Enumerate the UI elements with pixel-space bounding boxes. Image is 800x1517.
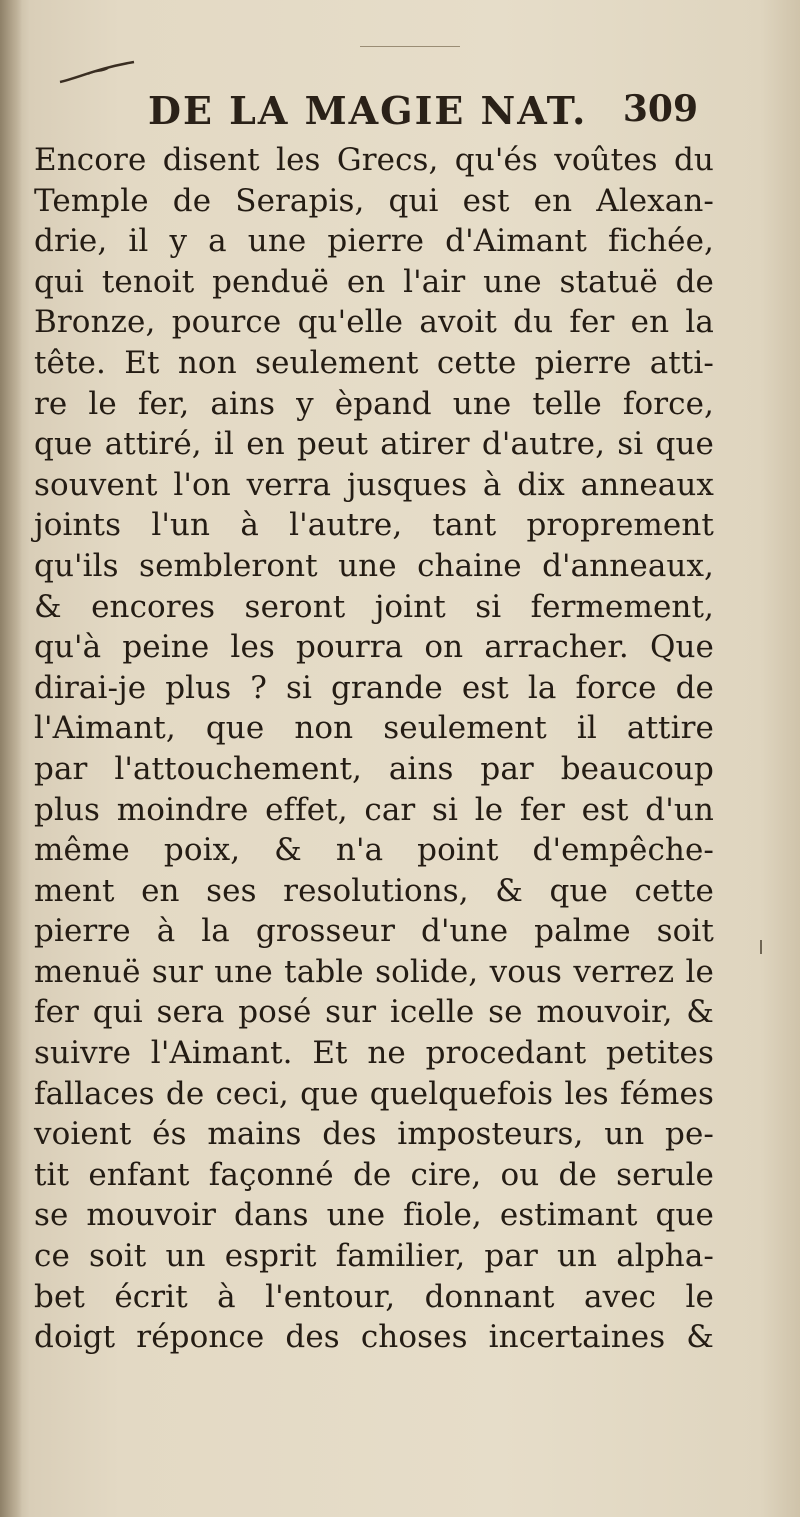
text-line: Temple de Serapis, qui est en Alexan- — [34, 182, 714, 219]
text-line: fallaces de ceci, que quelquefois les fémes — [34, 1075, 714, 1112]
text-line: doigt réponce des choses incertaines & — [34, 1319, 714, 1356]
top-rule — [360, 46, 460, 47]
running-title: DE LA MAGIE NAT. — [148, 88, 588, 133]
text-line: se mouvoir dans une fiole, estimant que — [34, 1197, 714, 1234]
text-line: dirai-je plus ? si grande est la force de — [34, 669, 714, 706]
text-line: qu'ils sembleront une chaine d'anneaux, — [34, 547, 714, 584]
text-line: & encores seront joint si fermement, — [34, 588, 714, 625]
text-line: plus moindre effet, car si le fer est d'un — [34, 791, 714, 828]
margin-ink-mark — [760, 940, 762, 954]
text-line: pierre à la grosseur d'une palme soit — [34, 913, 714, 950]
text-line: qu'à peine les pourra on arracher. Que — [34, 629, 714, 666]
text-line: Encore disent les Grecs, qu'és voûtes du — [34, 142, 714, 178]
text-line: re le fer, ains y èpand une telle force, — [34, 385, 714, 422]
text-line: bet écrit à l'entour, donnant avec le — [34, 1278, 714, 1315]
text-line: souvent l'on verra jusques à dix anneaux — [34, 466, 714, 503]
text-line: ce soit un esprit familier, par un alpha- — [34, 1238, 714, 1275]
text-line: fer qui sera posé sur icelle se mouvoir, & — [34, 994, 714, 1031]
text-line: tête. Et non seulement cette pierre atti- — [34, 344, 714, 381]
text-line: menuë sur une table solide, vous verrez le — [34, 953, 714, 990]
page-number: 309 — [622, 88, 698, 130]
text-line: voient és mains des imposteurs, un pe- — [34, 1116, 714, 1153]
text-line: qui tenoit penduë en l'air une statuë de — [34, 263, 714, 300]
text-line: même poix, & n'a point d'empêche- — [34, 832, 714, 869]
text-line: suivre l'Aimant. Et ne procedant petites — [34, 1035, 714, 1072]
text-line: tit enfant façonné de cire, ou de serule — [34, 1156, 714, 1193]
page-gutter-shadow — [0, 0, 22, 1517]
printers-flourish-ornament — [58, 58, 138, 88]
text-line: que attiré, il en peut atirer d'autre, si que — [34, 426, 714, 463]
body-text — [34, 140, 714, 1358]
text-line: Bronze, pource qu'elle avoit du fer en la — [34, 304, 714, 341]
text-line: drie, il y a une pierre d'Aimant fichée, — [34, 223, 714, 260]
text-line: l'Aimant, que non seulement il attire — [34, 710, 714, 747]
text-line: joints l'un à l'autre, tant proprement — [34, 507, 714, 544]
text-line: par l'attouchement, ains par beaucoup — [34, 750, 714, 787]
text-line: ment en ses resolutions, & que cette — [34, 872, 714, 909]
page-header — [48, 88, 708, 136]
